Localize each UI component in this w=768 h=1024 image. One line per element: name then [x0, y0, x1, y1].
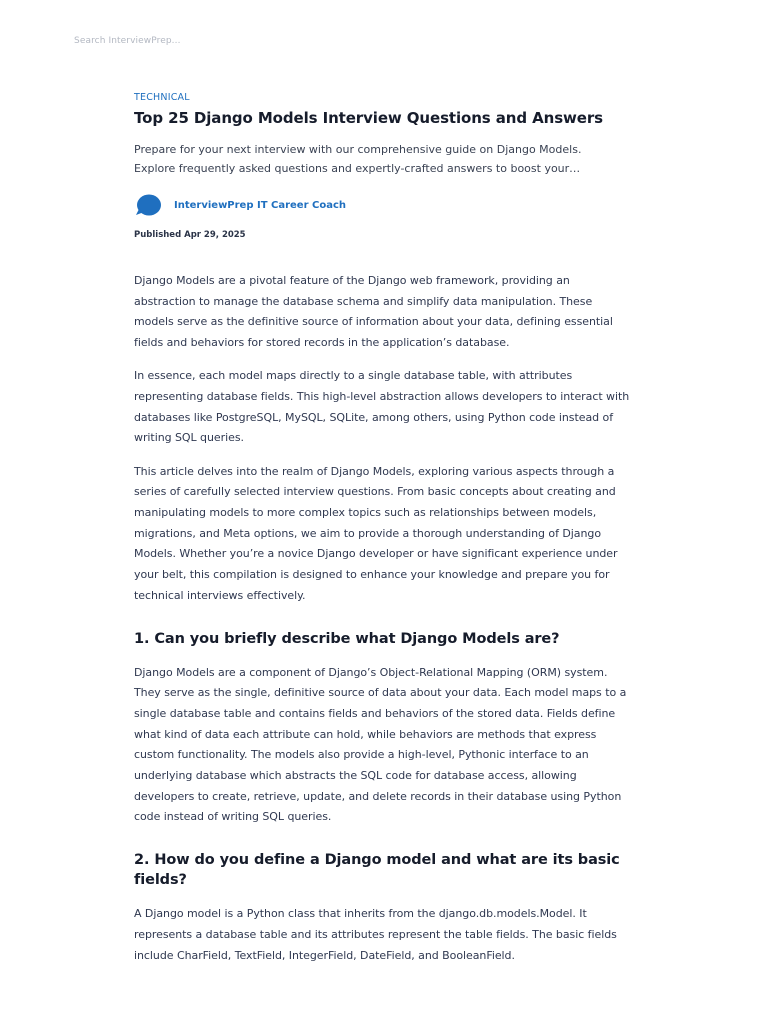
article-title: Top 25 Django Models Interview Questions and Answers [134, 109, 603, 127]
question-heading: 2. How do you define a Django model and what are its basic fields? [134, 852, 620, 889]
subtitle-line-2: Explore frequently asked questions and expertly-crafted answers to boost your… [134, 162, 581, 175]
intro-paragraph: In essence, each model maps directly to a single database table, with attributes representing database fields. This high-level abstraction allows developers to interact with databases like PostgreSQL, MySQL, SQLite, among others, using Python code instead of writing SQL queries. [134, 369, 630, 445]
subtitle-line-1: Prepare for your next interview with our comprehensive guide on Django Models. [134, 143, 582, 156]
article [134, 91, 634, 966]
answer-paragraph: Django Models are a component of Django’s Object-Relational Mapping (ORM) system. They serve as the single, definitive source of data about your data. Each model maps to a single database table and contains fields and behaviors of the stored data. Fields define what kind of data each attribute can hold, while behaviors are methods that express custom functionality. The models also provide a high-level, Pythonic interface to an underlying database which abstracts the SQL code for database access, allowing developers to create, retrieve, update, and delete records in their database using Python code instead of writing SQL queries. [134, 665, 627, 824]
article-body [134, 271, 634, 966]
author-block[interactable] [134, 192, 634, 218]
speech-bubble-icon [134, 193, 162, 217]
answer-paragraph: A Django model is a Python class that inherits from the django.db.models.Model. It represents a database table and its attributes represent the table fields. The basic fields include CharField, TextField, IntegerField, DateField, and BooleanField. [134, 907, 617, 962]
category-label[interactable]: TECHNICAL [134, 92, 190, 103]
published-date: Published Apr 29, 2025 [134, 230, 246, 240]
article-subtitle [134, 140, 634, 178]
author-name-link[interactable]: InterviewPrep IT Career Coach [174, 199, 347, 211]
search-input[interactable]: Search InterviewPrep... [74, 36, 181, 46]
question-heading: 1. Can you briefly describe what Django Models are? [134, 630, 560, 647]
intro-paragraph: Django Models are a pivotal feature of the Django web framework, providing an abstraction to manage the database schema and simplify data manipulation. These models serve as the definitive source of information about your data, defining essential fields and behaviors for stored records in the application’s database. [134, 274, 613, 350]
intro-paragraph: This article delves into the realm of Django Models, exploring various aspects through a series of carefully selected interview questions. From basic concepts about creating and manipulating models to more complex topics such as relationships between models, migrations, and Meta options, we aim to provide a thorough understanding of Django Models. Whether you’re a novice Django developer or have significant experience under your belt, this compilation is designed to enhance your knowledge and prepare you for technical interviews effectively. [134, 464, 618, 602]
